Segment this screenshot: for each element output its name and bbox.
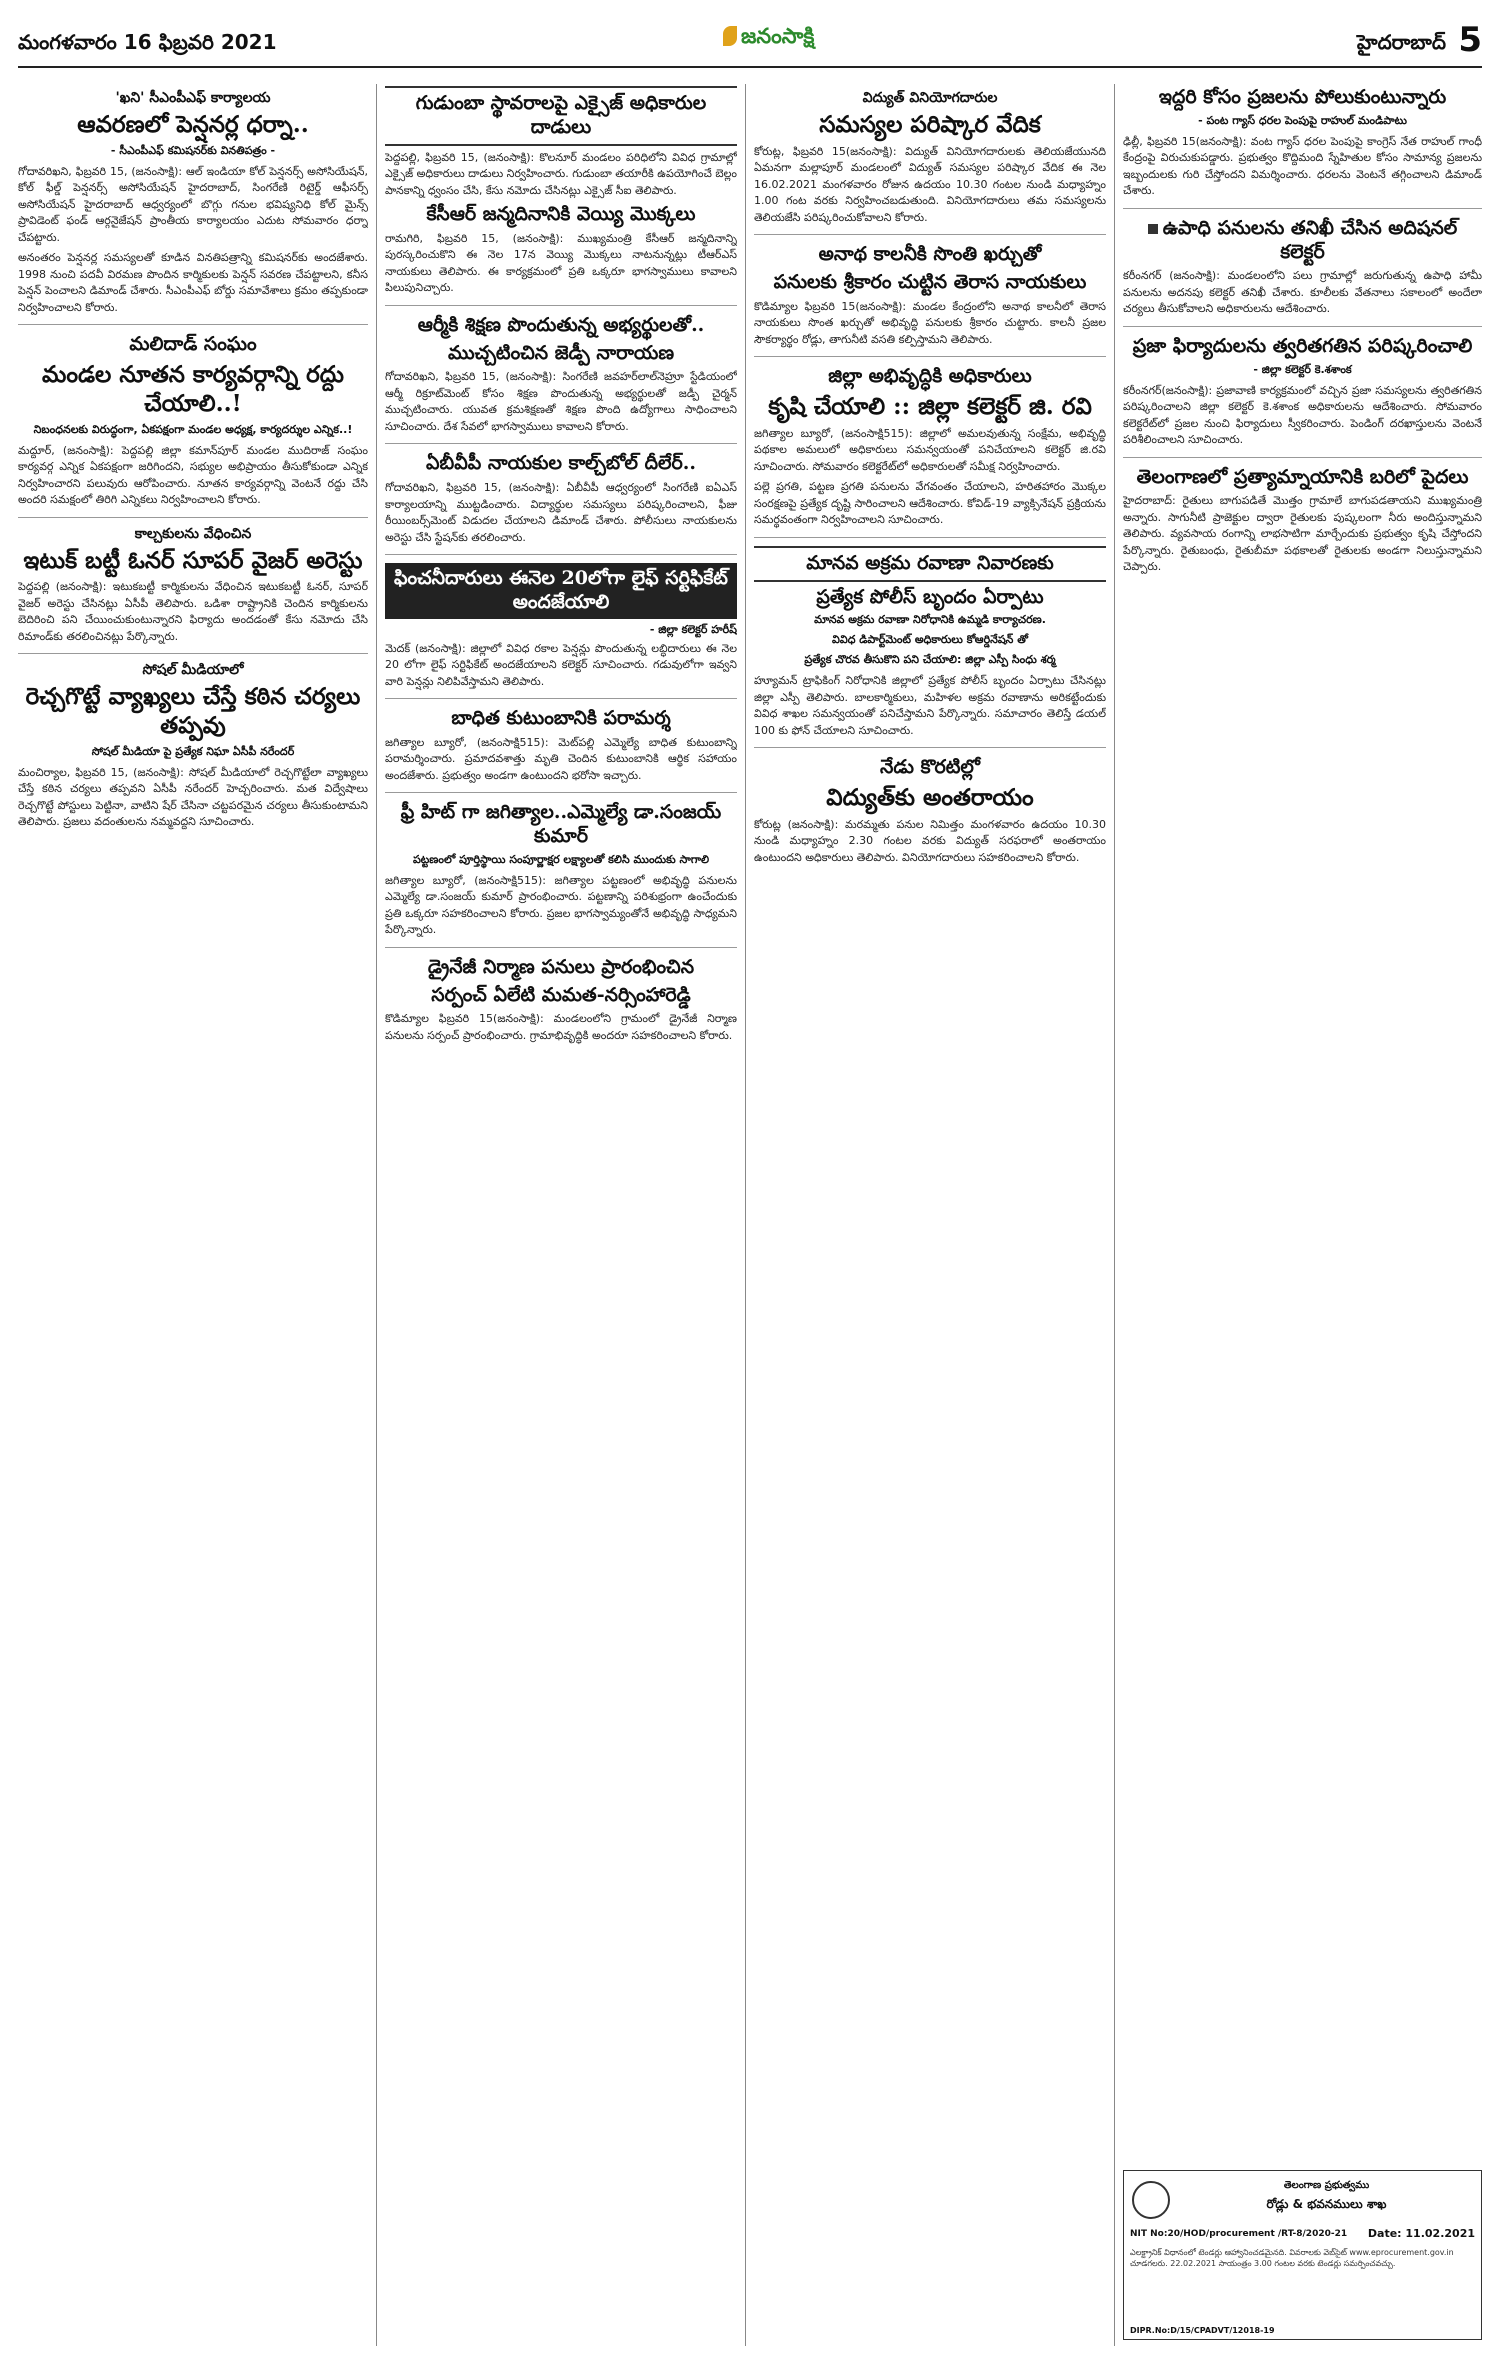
divider xyxy=(385,792,737,793)
divider xyxy=(18,324,368,325)
divider xyxy=(1123,326,1482,327)
article-deck: పట్టణంలో పూర్తిస్థాయి సంపూర్ణాక్షర లక్ష్యాలతో కలిసి ముందుకు సాగాలి xyxy=(412,852,710,866)
article-pensioners-dharna xyxy=(18,90,368,316)
article-orphan-colony xyxy=(754,243,1106,348)
article-body: హ్యూమన్‌ ట్రాఫికింగ్‌ నిరోధానికి జిల్లాలో ప్రత్యేక పోలీస్‌ బృందం ఏర్పాటు చేసినట్లు జిల్లా ఎస్పీ తెలిపారు. బాలకార్మికులు, మహిళల అక్రమ రవాణాను అరికట్టేందుకు వివిధ శాఖల సమన్వయంతో పనిచేస్తామని పేర్కొన్నారు. సమాచారం తెలిస్తే డయల్‌ 100 కు ఫోన్‌ చేయాలని సూచించారు. xyxy=(754,674,1106,737)
ad-date: Date: 11.02.2021 xyxy=(1367,2227,1475,2240)
article-kicker: కాల్చకులను వేధించిన xyxy=(134,525,252,542)
divider xyxy=(754,356,1106,357)
article-headline: మలిదాడ్‌ సంఘం xyxy=(129,333,257,356)
article-deck: - జిల్లా కలెక్టర్‌ కె.శశాంక xyxy=(1253,362,1352,376)
divider xyxy=(385,698,737,699)
article-family-visit xyxy=(385,707,737,784)
divider xyxy=(18,653,368,654)
article-brick-kiln-arrest xyxy=(18,526,368,646)
ad-government: తెలంగాణ ప్రభుత్వము xyxy=(1283,2180,1370,2191)
article-headline: జిల్లా అభివృద్ధికి అధికారులు xyxy=(828,365,1032,388)
article-headline: ఆర్మీకి శిక్షణ పొందుతున్న అభ్యర్థులతో.. xyxy=(417,313,705,336)
article-deck: నిబంధనలకు విరుద్ధంగా, ఏకపక్షంగా మండల అధ్యక్ష, కార్యదర్శుల ఎన్నిక..! xyxy=(33,422,353,436)
column-3 xyxy=(754,84,1106,2346)
article-body: గోదావరిఖని, ఫిబ్రవరి 15, (జనంసాక్షి): ఏబీవీపీ ఆధ్వర్యంలో సింగరేణి ఐఏఎస్‌ కార్యాలయాన్ని ముట్టడించారు. విద్యార్థుల సమస్యలు పరిష్కరించాలని, ఫీజు రీయింబర్స్‌మెంట్‌ విడుదల చేయాలని డిమాండ్‌ చేశారు. పోలీసులు నాయకులను అరెస్టు చేసి స్టేషన్‌కు తరలించారు. xyxy=(385,481,737,544)
ad-footer: DIPR.No:D/15/CPADVT/12018-19 xyxy=(1130,2326,1275,2335)
article-body: అనంతరం పెన్షనర్ల సమస్యలతో కూడిన వినతిపత్రాన్ని కమిషనర్‌కు అందజేశారు. 1998 నుంచి పదవీ విరమణ పొందిన కార్మికులకు పెన్షన్‌ సవరణ చేపట్టాలని, కనీస పెన్షన్‌ పెంచాలని డిమాండ్‌ చేశారు. సీఎంపీఎఫ్‌ బోర్డు సమావేశాలు క్రమం తప్పకుండా నిర్వహించాలని కోరారు. xyxy=(18,251,368,314)
article-headline-2: విద్యుత్‌కు అంతరాయం xyxy=(826,784,1034,811)
article-kicker: 'ఖని' సీఎంపీఎఫ్‌ కార్యాలయ xyxy=(115,90,271,106)
edition-city: హైదరాబాద్ xyxy=(1356,30,1446,54)
divider xyxy=(385,443,737,444)
article-body: కొడిమ్యాల ఫిబ్రవరి 15(జనంసాక్షి): మండల కేంద్రంలోని అనాథ కాలనీలో తెరాస నాయకులు సొంత ఖర్చుతో అభివృద్ధి పనులకు శ్రీకారం చుట్టారు. కాలనీ ప్రజల సౌకర్యార్థం రోడ్లు, తాగునీటి వసతి కల్పిస్తామని తెలిపారు. xyxy=(754,299,1106,346)
article-kicker: సోషల్‌ మీడియాలో xyxy=(142,662,244,679)
leaf-icon xyxy=(723,26,737,46)
article-collector-review xyxy=(754,365,1106,529)
article-headline: అనాథ కాలనీకి సొంతి ఖర్చుతో xyxy=(818,243,1042,266)
government-tender-notice xyxy=(1123,2170,1482,2340)
article-headline: డ్రైనేజీ నిర్మాణ పనులు ప్రారంభించిన xyxy=(427,955,695,978)
article-gas-price xyxy=(1123,86,1482,200)
issue-date: మంగళవారం 16 ఫిబ్రవరి 2021 xyxy=(18,30,277,54)
article-body: కోరుట్ల (జనంసాక్షి): మరమ్మతు పనుల నిమిత్తం మంగళవారం ఉదయం 10.30 నుండి మధ్యాహ్నం 2.30 గంటల వరకు విద్యుత్‌ సరఫరాలో అంతరాయం ఉంటుందని అధికారులు తెలిపారు. వినియోగదారులు సహకరించాలని కోరారు. xyxy=(754,817,1106,864)
article-headline: ఫ్రీ హిట్‌ గా జగిత్యాల..ఎమ్మెల్యే డా.సంజయ్‌ కుమార్‌ xyxy=(400,801,722,847)
article-headline-2: ముచ్చటించిన జెడ్పీ నారాయణ xyxy=(447,341,675,364)
article-headline-2: పనులకు శ్రీకారం చుట్టిన తెరాస నాయకులు xyxy=(773,271,1087,293)
article-body: మద్దూర్‌, (జనంసాక్షి): పెద్దపల్లి జిల్లా కమాన్‌పూర్‌ మండల ముదిరాజ్‌ సంఘం కార్యవర్గ ఎన్నిక ఏకపక్షంగా జరిగిందని, సభ్యుల అభిప్రాయం తీసుకోకుండా ఎన్నిక నిర్వహించారని పలువురు ఆరోపించారు. నూతన కార్యవర్గాన్ని వెంటనే రద్దు చేసి అందరి సమక్షంలో తిరిగి ఎన్నికలు నిర్వహించాలని కోరారు. xyxy=(18,443,368,506)
article-drainage-works xyxy=(385,956,737,1045)
divider xyxy=(1123,208,1482,209)
article-kcr-birthday-saplings xyxy=(385,203,737,297)
ad-notice-number: NIT No:20/HOD/procurement /RT-8/2020-21 xyxy=(1130,2229,1348,2239)
article-body: మంచిర్యాల, ఫిబ్రవరి 15, (జనంసాక్షి): సోషల్‌ మీడియాలో రెచ్చగొట్టేలా వ్యాఖ్యలు చేస్తే కఠిన చర్యలు తప్పవని ఏసీపీ నరేందర్‌ హెచ్చరించారు. మత విద్వేషాలు రెచ్చగొట్టే పోస్టులు పెట్టినా, వాటిని షేర్‌ చేసినా చట్టపరమైన చర్యలు తీసుకుంటామని తెలిపారు. ప్రజలు వదంతులను నమ్మవద్దని సూచించారు. xyxy=(18,765,368,829)
article-headline: ప్రజా ఫిర్యాదులను త్వరితగతిన పరిష్కరించాలి xyxy=(1132,334,1473,357)
bullet-icon xyxy=(1148,224,1158,234)
article-upadhi-inspection xyxy=(1123,217,1482,318)
column-divider xyxy=(376,84,377,2346)
paper-logo xyxy=(723,24,814,54)
headline-text: ఉపాధి పనులను తనిఖీ చేసిన అదిషనల్‌ కలెక్టర్‌ xyxy=(1162,216,1458,263)
article-body: మెదక్‌ (జనంసాక్షి): జిల్లాలో వివిధ రకాల పెన్షన్లు పొందుతున్న లబ్ధిదారులు ఈ నెల 20 లోగా లైఫ్‌ సర్టిఫికేట్‌ అందజేయాలని కలెక్టర్‌ సూచించారు. గడువులోగా ఇవ్వని వారి పెన్షన్లు నిలిపివేస్తామని తెలిపారు. xyxy=(385,641,737,688)
ad-department: రోడ్లు & భవనములు శాఖ xyxy=(1266,2197,1387,2211)
article-byline: - జిల్లా కలెక్టర్‌ హరీష్‌ xyxy=(649,622,737,636)
divider xyxy=(1123,457,1482,458)
divider xyxy=(754,234,1106,235)
article-body: జగిత్యాల బ్యూరో, (జనంసాక్షి515): జగిత్యాల పట్టణంలో అభివృద్ధి పనులను ఎమ్మెల్యే డా.సంజయ్‌ కుమార్‌ ప్రారంభించారు. పట్టణాన్ని పరిశుభ్రంగా ఉంచేందుకు ప్రతి ఒక్కరూ సహకరించాలని కోరారు. ప్రజల భాగస్వామ్యంతోనే అభివృద్ధి సాధ్యమని పేర్కొన్నారు. xyxy=(385,873,737,937)
column-divider xyxy=(1114,84,1115,2346)
divider xyxy=(754,747,1106,748)
article-body: రామగిరి, ఫిబ్రవరి 15, (జనంసాక్షి): ముఖ్యమంత్రి కేసీఆర్‌ జన్మదినాన్ని పురస్కరించుకొని ఈ నెల 17న వెయ్యి మొక్కలు నాటనున్నట్లు టీఆర్‌ఎస్‌ నాయకులు తెలిపారు. ఈ కార్యక్రమంలో ప్రతి ఒక్కరూ భాగస్వాములు కావాలని పిలుపునిచ్చారు. xyxy=(385,231,737,295)
article-deck: - పంట గ్యాస్‌ ధరల పెంపుపై రాహుల్‌ మండిపాటు xyxy=(1198,113,1407,127)
article-body: గోదావరిఖని, ఫిబ్రవరి 15, (జనంసాక్షి): సింగరేణి జవహర్‌లాల్‌నెహ్రూ స్టేడియంలో ఆర్మీ రిక్రూట్‌మెంట్‌ కోసం శిక్షణ పొందుతున్న అభ్యర్థులతో జడ్పీ చైర్మన్‌ ముచ్చటించారు. యువత క్రమశిక్షణతో శిక్షణ పొంది ఉద్యోగాలు సాధించాలని సూచించారు. దేశ సేవలో భాగస్వాములు కావాలని కోరారు. xyxy=(385,370,737,433)
article-deck: మానవ అక్రమ రవాణా నిరోధానికి ఉమ్మడి కార్యాచరణ. xyxy=(814,613,1046,627)
paper-name: జనంసాక్షి xyxy=(741,24,815,48)
article-body: కోరుట్ల, ఫిబ్రవరి 15(జనంసాక్షి): విద్యుత్‌ వినియోగదారులకు తెలియజేయునది ఏమనగా మల్లాపూర్‌ మండలంలో విద్యుత్‌ సమస్యల పరిష్కార వేదిక ఈ నెల 16.02.2021 మంగళవారం రోజున ఉదయం 10.30 గంటల నుండి మధ్యాహ్నం 1.00 గంట వరకు నిర్వహించబడుతుంది. వినియోగదారులు తమ సమస్యలను తెలియజేసి పరిష్కరించుకోవాలని కోరారు. xyxy=(754,144,1106,224)
divider xyxy=(385,305,737,306)
article-headline: ఏబీవీపీ నాయకుల కాల్చ్‌బోల్‌ దీలేర్‌.. xyxy=(426,452,696,475)
article-headline: ఫించనీదారులు ఈనెల 20లోగా లైఫ్‌ సర్టిఫికేట్‌ అందజేయాలి xyxy=(385,563,737,619)
article-body: పెద్దపల్లి (జనంసాక్షి): ఇటుకబట్టీ కార్మికులను వేధించిన ఇటుకబట్టీ ఓనర్‌, సూపర్‌ వైజర్‌ అరెస్టు చేసినట్లు ఏసీపీ తెలిపారు. ఒడిశా రాష్ట్రానికి చెందిన కార్మికులను బెదిరించి పని చేయించుకుంటున్నారని ఫిర్యాదు అందడంతో కేసు నమోదు చేసి రిమాండ్‌కు తరలించినట్లు పేర్కొన్నారు. xyxy=(18,580,368,643)
article-jagtial-mla xyxy=(385,801,737,939)
article-power-outage xyxy=(754,756,1106,866)
article-headline: ఇద్దరి కోసం ప్రజలను పోలుకుంటున్నారు xyxy=(1158,86,1447,108)
article-body: ఢిల్లీ, ఫిబ్రవరి 15(జనంసాక్షి): వంట గ్యాస్‌ ధరల పెంపుపై కాంగ్రెస్‌ నేత రాహుల్‌ గాంధీ కేంద్రంపై విరుచుకుపడ్డారు. ప్రభుత్వం కొద్దిమంది స్నేహితుల కోసం సామాన్య ప్రజలను ఇబ్బందులకు గురి చేస్తోందని విమర్శించారు. ధరలను వెంటనే తగ్గించాలని డిమాండ్‌ చేశారు. xyxy=(1123,134,1482,198)
divider xyxy=(18,517,368,518)
article-deck: - సీఎంపీఎఫ్‌ కమిషనర్‌కు వినతిపత్రం - xyxy=(110,143,276,157)
article-headline-2: ప్రత్యేక పోలీస్‌ బృందం ఏర్పాటు xyxy=(816,585,1044,608)
article-deck: వివిధ డిపార్ట్‌మెంట్‌ అధికారులు కోఆర్డినేషన్‌ తో xyxy=(832,633,1028,647)
divider xyxy=(385,554,737,555)
article-headline: కేసీఆర్‌ జన్మదినానికి వెయ్యి మొక్కలు xyxy=(426,203,696,225)
column-1 xyxy=(18,84,368,2346)
article-body: గోదావరిఖని, ఫిబ్రవరి 15, (జనంసాక్షి): ఆల్‌ ఇండియా కోల్‌ పెన్షనర్స్‌ అసోసియేషన్‌, కోల్‌ ఫీల్డ్‌ పెన్షనర్స్‌ అసోసియేషన్‌ హైదరాబాద్‌, సింగరేణి రిటైర్డ్‌ ఆఫీసర్స్‌ అసోసియేషన్‌ హైదరాబాద్‌ ఆధ్వర్యంలో బొగ్గు గనుల భవిష్యనిధి కోల్‌ మైన్స్‌ ప్రావిడెంట్‌ ఫండ్‌ ఆర్గనైజేషన్‌ ప్రాంతీయ కార్యాలయం ఎదుట సోమవారం ధర్నా చేపట్టారు. xyxy=(18,164,368,244)
article-telangana-farmers xyxy=(1123,466,1482,576)
article-body: కరీంనగర్‌ (జనంసాక్షి): మండలంలోని పలు గ్రామాల్లో జరుగుతున్న ఉపాధి హామీ పనులను అదనపు కలెక్టర్‌ తనిఖీ చేశారు. కూలీలకు వేతనాలు సకాలంలో అందేలా చర్యలు తీసుకోవాలని అధికారులను ఆదేశించారు. xyxy=(1123,269,1482,316)
article-body: జగిత్యాల బ్యూరో, (జనంసాక్షి515): మెట్‌పల్లి ఎమ్మెల్యే బాధిత కుటుంబాన్ని పరామర్శించారు. ప్రమాదవశాత్తు మృతి చెందిన కుటుంబానికి ఆర్థిక సహాయం అందజేశారు. ప్రభుత్వం అండగా ఉంటుందని భరోసా ఇచ్చారు. xyxy=(385,735,737,782)
article-body: హైదరాబాద్‌: రైతులు బాగుపడితే మొత్తం గ్రామాలే బాగుపడతాయని ముఖ్యమంత్రి అన్నారు. సాగునీటి ప్రాజెక్టుల ద్వారా రైతులకు పుష్కలంగా నీరు అందిస్తున్నామని తెలిపారు. వ్యవసాయ రంగాన్ని లాభసాటిగా మార్చేందుకు ప్రభుత్వం కృషి చేస్తోందని పేర్కొన్నారు. రైతుబంధు, రైతుబీమా పథకాలతో రైతులకు అండగా నిలుస్తున్నామని చెప్పారు. xyxy=(1123,494,1482,574)
article-headline: తెలంగాణలో ప్రత్యామ్నాయానికి బరిలో పైదలు xyxy=(1136,465,1469,488)
article-deck: సోషల్‌ మీడియా పై ప్రత్యేక నిఘా ఏసీపీ నరేందర్‌ xyxy=(91,744,295,758)
page-number: 5 xyxy=(1458,20,1482,60)
article-army-aspirants xyxy=(385,314,737,436)
article-headline: నేడు కొరటిల్లో xyxy=(879,756,980,779)
article-body: కరీంనగర్‌(జనంసాక్షి): ప్రజావాణి కార్యక్రమంలో వచ్చిన ప్రజా సమస్యలను త్వరితగతిన పరిష్కరించాలని జిల్లా కలెక్టర్‌ కె.శశాంక అధికారులను ఆదేశించారు. సోమవారం కలెక్టరేట్‌లో ప్రజల నుంచి ఫిర్యాదులు స్వీకరించారు. పెండింగ్‌ దరఖాస్తులను వెంటనే పరిశీలించాలని సూచించారు. xyxy=(1123,383,1482,446)
article-body: పల్లె ప్రగతి, పట్టణ ప్రగతి పనులను వేగవంతం చేయాలని, హరితహారం మొక్కల సంరక్షణపై ప్రత్యేక దృష్టి సారించాలని ఆదేశించారు. కోవిడ్‌-19 వ్యాక్సినేషన్‌ ప్రక్రియను సమర్థవంతంగా నిర్వహించాలని సూచించారు. xyxy=(754,480,1106,527)
article-mudiraj-sangham xyxy=(18,333,368,508)
article-headline: రెచ్చగొట్టే వ్యాఖ్యలు చేస్తే కఠిన చర్యలు తప్పవు xyxy=(25,683,361,739)
article-deck: ప్రత్యేక చొరవ తీసుకొని పని చేయాలి: జిల్లా ఎస్పీ సింధు శర్మ xyxy=(804,653,1056,667)
ad-body: ఎలక్ట్రానిక్‌ విధానంలో టెండర్లు ఆహ్వానించడమైనది. వివరాలకు వెబ్‌సైట్‌ www.eprocurement.gov.in చూడగలరు. 22.02.2021 సాయంత్రం 3.00 గంటల వరకు టెండర్లు సమర్పించవచ్చు. xyxy=(1130,2248,1454,2269)
article-headline: మానవ అక్రమ రవాణా నివారణకు xyxy=(754,546,1106,582)
article-headline: ఆవరణలో పెన్షనర్ల ధర్నా.. xyxy=(77,111,309,138)
article-body: కొడిమ్యాల ఫిబ్రవరి 15(జనంసాక్షి): మండలంలోని గ్రామంలో డ్రైనేజీ నిర్మాణ పనులను సర్పంచ్‌ ప్రారంభించారు. గ్రామాభివృద్ధికి అందరూ సహకరించాలని కోరారు. xyxy=(385,1012,737,1042)
article-social-media-warning xyxy=(18,662,368,831)
article-prajavani xyxy=(1123,335,1482,449)
article-headline-2: కృషి చేయాలి :: జిల్లా కలెక్టర్‌ జి. రవి xyxy=(768,393,1092,420)
article-abvp-protest xyxy=(385,452,737,546)
article-headline: గుడుంబా స్థావరాలపై ఎక్సైజ్‌ అధికారుల దాడులు xyxy=(385,86,737,146)
article-headline: సమస్యల పరిష్కార వేదిక xyxy=(819,111,1041,138)
article-body: పెద్దపల్లి, ఫిబ్రవరి 15, (జనంసాక్షి): కొలనూర్‌ మండలం పరిధిలోని వివిధ గ్రామాల్లో ఎక్సైజ్‌ అధికారులు దాడులు నిర్వహించారు. గుడుంబా తయారీకి ఉపయోగించే బెల్లం పానకాన్ని ధ్వంసం చేసి, కేసు నమోదు చేసినట్లు ఎక్సైజ్‌ సీఐ తెలిపారు. xyxy=(385,150,737,197)
article-headline-2: మండల నూతన కార్యవర్గాన్ని రద్దు చేయాలి..! xyxy=(41,361,345,417)
column-divider xyxy=(745,84,746,2346)
article-excise-raids xyxy=(385,86,737,199)
article-human-trafficking-team xyxy=(754,546,1106,740)
column-2 xyxy=(385,84,737,2346)
divider xyxy=(754,537,1106,538)
column-4 xyxy=(1123,84,1482,2164)
article-headline: బాధిత కుటుంబానికి పరామర్శ xyxy=(451,707,671,729)
masthead xyxy=(18,16,1482,68)
article-electricity-forum xyxy=(754,90,1106,226)
state-emblem-icon xyxy=(1132,2181,1170,2219)
article-pension-life-certificate xyxy=(385,563,737,690)
article-headline xyxy=(1123,217,1482,265)
article-headline-2: సర్పంచ్‌ ఏలేటి మమత-నర్సింహారెడ్డి xyxy=(431,983,691,1006)
article-headline: ఇటుక్‌ బట్టీ ఓనర్‌ సూపర్‌ వైజర్‌ అరెస్టు xyxy=(23,546,363,574)
article-body: జగిత్యాల బ్యూరో, (జనంసాక్షి515): జిల్లాలో అమలవుతున్న సంక్షేమ, అభివృద్ధి పథకాల అమలులో అధికారులు సమన్వయంతో పనిచేయాలని కలెక్టర్‌ జి.రవి సూచించారు. సోమవారం కలెక్టరేట్‌లో అధికారులతో సమీక్ష నిర్వహించారు. xyxy=(754,426,1106,473)
article-kicker: విద్యుత్‌ వినియోగదారుల xyxy=(862,90,998,106)
divider xyxy=(385,947,737,948)
